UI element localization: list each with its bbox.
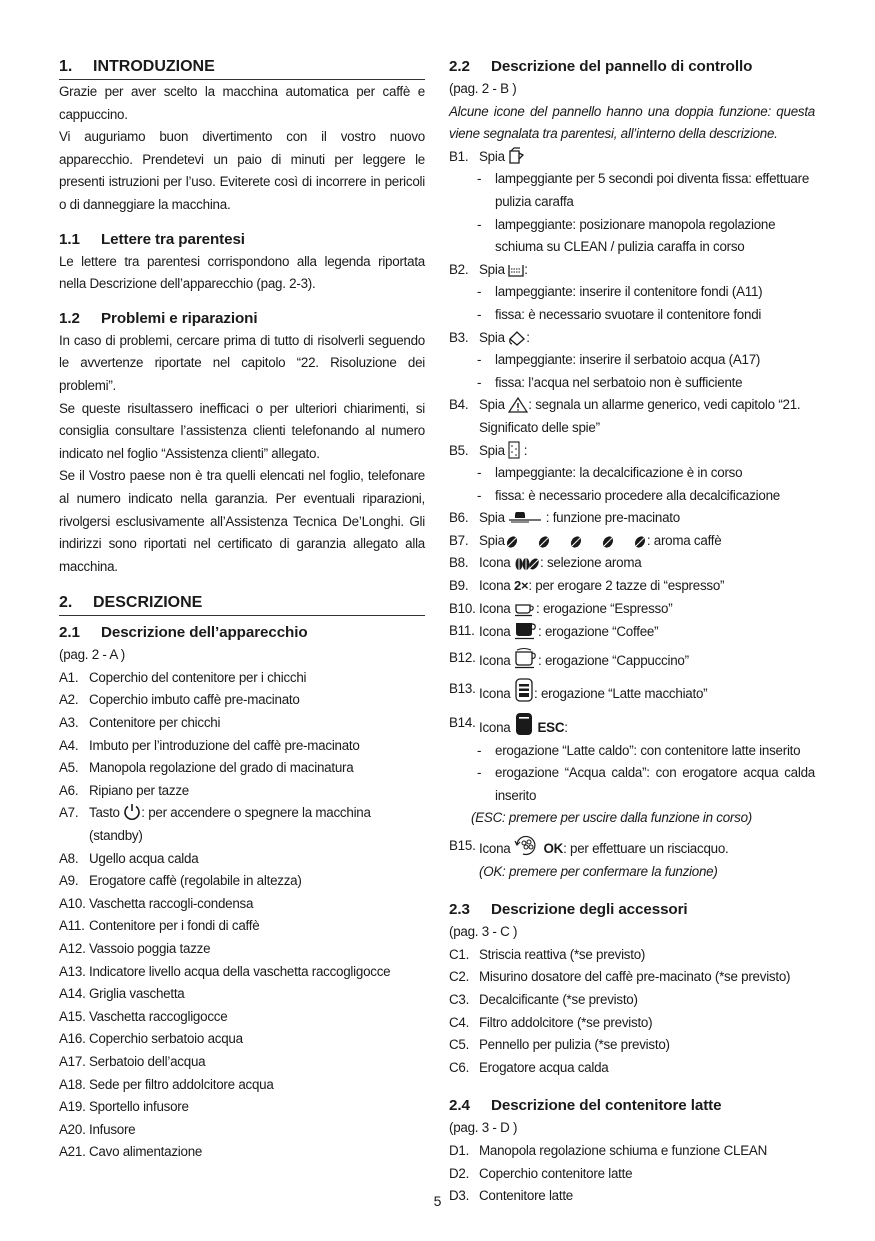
right-column: [449, 52, 815, 1208]
paragraph: In caso di problemi, cercare prima di tutto di risolverli seguendo le avvertenze riportate nel capitolo “22. Risoluzione dei problemi”.: [59, 332, 425, 393]
aroma-select-icon: [514, 557, 540, 571]
section-number: 1.1: [59, 230, 80, 248]
coffee-bean-icon: [601, 535, 615, 549]
carafe-clean-icon: [508, 147, 526, 165]
page-number: 5: [433, 1193, 442, 1209]
list-item: A1. Coperchio del contenitore per i chicchi: [59, 669, 307, 685]
section-title: INTRODUZIONE: [93, 58, 215, 75]
list-item: C4. Filtro addolcitore (*se previsto): [449, 1014, 653, 1030]
list-item: A14. Griglia vaschetta: [59, 986, 185, 1002]
section-number: 1.: [59, 58, 73, 75]
espresso-cup-icon: [514, 601, 536, 617]
page-reference: (pag. 2 - B ): [449, 81, 517, 96]
coffee-bean-icon: [569, 535, 583, 549]
list-item-b7: B7. Spia : aroma caffè: [449, 532, 722, 548]
coffee-cup-icon: [514, 620, 538, 640]
sub-item: - lampeggiante: inserire il serbatoio acqua (A17): [477, 352, 761, 368]
rinse-icon: [514, 835, 540, 857]
list-item-b6: B6. Spia : funzione pre-macinato: [449, 510, 680, 526]
sub-item: - fissa: l’acqua nel serbatoio non è sufficiente: [477, 374, 743, 390]
list-item-b12: B12. Icona : erogazione “Cappuccino”: [449, 647, 815, 673]
list-item-b5: B5. Spia :: [449, 442, 528, 458]
coffee-bean-icon: [633, 535, 647, 549]
list-item-b2: B2. Spia :: [449, 261, 528, 277]
list-item: D2. Coperchio contenitore latte: [449, 1165, 633, 1181]
list-item: A21. Cavo alimentazione: [59, 1144, 203, 1160]
list-item-b8: B8. Icona : selezione aroma: [449, 555, 642, 571]
sub-item: - lampeggiante per 5 secondi poi diventa fissa: effettuare pulizia caraffa: [477, 171, 810, 209]
paragraph: Le lettere tra parentesi corrispondono alla legenda riportata nella Descrizione dell’apparecchio (pag. 2-3).: [59, 253, 425, 292]
section-title: Problemi e riparazioni: [101, 309, 258, 327]
list-item-b11: B11. Icona : erogazione “Coffee”: [449, 620, 815, 644]
section-1-1-heading: [59, 229, 425, 251]
list-item: A20. Infusore: [59, 1121, 136, 1137]
left-column: [59, 52, 425, 1164]
pre-ground-coffee-icon: [508, 512, 542, 526]
sub-item: - erogazione “Latte caldo”: con contenitore latte inserito: [477, 742, 801, 758]
section-number: 2.1: [59, 624, 80, 642]
sub-item: - lampeggiante: la decalcificazione è in corso: [477, 465, 743, 481]
sub-item: - lampeggiante: inserire il contenitore fondi (A11): [477, 284, 763, 300]
sub-item: - fissa: è necessario procedere alla decalcificazione: [477, 487, 780, 503]
section-2-2-heading: [449, 56, 815, 78]
list-item: A18. Sede per filtro addolcitore acqua: [59, 1076, 274, 1092]
paragraph: Se il Vostro paese non è tra quelli elencati nel foglio, telefonare al numero indicato nella garanzia. Per eventuali riparazioni, rivolgersi esclusivamente all’Assistenza Tecnica De’Longhi. Gli indirizzi sono riportati nel certificato di garanzia allegato alla macchina.: [59, 468, 425, 574]
page-reference: (pag. 3 - C ): [449, 924, 518, 940]
descale-icon: [508, 441, 520, 459]
section-2-heading: [59, 592, 425, 616]
list-item: A12. Vassoio poggia tazze: [59, 941, 211, 956]
list-item: A16. Coperchio serbatoio acqua: [59, 1031, 243, 1047]
grounds-container-icon: [508, 262, 524, 278]
sub-item: - erogazione “Acqua calda”: con erogatore acqua calda inserito: [477, 765, 815, 803]
latte-macchiato-glass-icon: [514, 678, 534, 702]
ok-label: OK: [543, 841, 564, 856]
list-item: A7. Tasto : per accendere o spegnere la macchina (standby): [59, 805, 371, 844]
section-number: 2.2: [449, 58, 470, 75]
list-item: A17. Serbatoio dell’acqua: [59, 1053, 206, 1069]
list-item: A3. Contenitore per chicchi: [59, 715, 221, 731]
list-item: A2. Coperchio imbuto caffè pre-macinato: [59, 692, 300, 708]
coffee-bean-icon: [505, 535, 519, 549]
section-2-1-heading: [59, 622, 425, 644]
list-item-b10: B10. Icona : erogazione “Espresso”: [449, 600, 673, 616]
list-item: D1. Manopola regolazione schiuma e funzione CLEAN: [449, 1142, 767, 1158]
sub-item: - lampeggiante: posizionare manopola regolazione schiuma su CLEAN / pulizia caraffa in corso: [477, 216, 776, 255]
page-reference: (pag. 2 - A ): [59, 647, 125, 663]
list-item: A15. Vaschetta raccogligocce: [59, 1008, 228, 1024]
sub-item: - fissa: è necessario svuotare il contenitore fondi: [477, 306, 762, 322]
two-cups-icon: 2×: [514, 578, 529, 594]
list-item: A19. Sportello infusore: [59, 1099, 189, 1115]
section-number: 2.4: [449, 1097, 470, 1115]
section-title: Descrizione del contenitore latte: [491, 1097, 722, 1115]
section-title: DESCRIZIONE: [93, 594, 203, 612]
intro-note: Alcune icone del pannello hanno una doppia funzione: questa viene segnalata tra parentesi, all’interno della descrizione.: [449, 103, 815, 142]
list-item: D3. Contenitore latte: [449, 1188, 574, 1204]
list-item-b13: B13. Icona : erogazione “Latte macchiato”: [449, 678, 815, 706]
list-item: A10. Vaschetta raccogli-condensa: [59, 895, 254, 911]
list-item-b3: B3. Spia :: [449, 329, 530, 345]
list-item: C5. Pennello per pulizia (*se previsto): [449, 1037, 670, 1053]
list-item: A5. Manopola regolazione del grado di macinatura: [59, 760, 354, 776]
section-title: Descrizione degli accessori: [491, 901, 688, 919]
paragraph: Se queste risultassero inefficaci o per ulteriori chiarimenti, si consiglia consultare l’assistenza clienti telefonando al numero indicato nel foglio “Assistenza clienti” allegato.: [59, 400, 425, 461]
section-2-4-heading: [449, 1095, 815, 1117]
section-2-3-heading: [449, 899, 815, 921]
section-number: 2.3: [449, 901, 470, 919]
list-item: C3. Decalcificante (*se previsto): [449, 991, 638, 1007]
section-number: 2.: [59, 594, 73, 612]
paragraph: Grazie per aver scelto la macchina automatica per caffè e cappuccino.: [59, 84, 425, 122]
list-item-b14: B14. Icona ESC:: [449, 712, 815, 740]
milk-glass-icon: [514, 712, 534, 736]
list-item: A11. Contenitore per i fondi di caffè: [59, 918, 260, 934]
list-item-b9: B9. Icona 2×: per erogare 2 tazze di “espresso”: [449, 578, 725, 594]
list-item: C1. Striscia reattiva (*se previsto): [449, 946, 646, 962]
list-item-b15: B15. Icona OK: per effettuare un risciacquo.: [449, 835, 815, 861]
list-item: A13. Indicatore livello acqua della vaschetta raccogligocce: [59, 963, 391, 979]
coffee-bean-icon: [537, 535, 551, 549]
section-number: 1.2: [59, 309, 80, 327]
list-item: C6. Erogatore acqua calda: [449, 1059, 609, 1075]
esc-label: ESC: [537, 720, 565, 736]
water-tank-icon: [508, 330, 526, 346]
cappuccino-cup-icon: [514, 647, 538, 669]
list-item: A4. Imbuto per l’introduzione del caffè pre-macinato: [59, 737, 360, 753]
warning-icon: [508, 397, 528, 413]
list-item: A8. Ugello acqua calda: [59, 850, 199, 866]
power-icon: [123, 803, 141, 821]
list-item: C2. Misurino dosatore del caffè pre-macinato (*se previsto): [449, 969, 791, 985]
section-1-heading: [59, 56, 425, 80]
parts-list-a: [59, 667, 425, 1164]
ok-note: (OK: premere per confermare la funzione): [479, 863, 718, 879]
paragraph: Vi auguriamo buon divertimento con il vostro nuovo apparecchio. Prendetevi un paio di minuti per leggere le presenti istruzioni per l’uso. Eviterete così di incorrere in pericoli o di danneggiare la macchina.: [59, 129, 425, 212]
list-item: A9. Erogatore caffè (regolabile in altezza): [59, 873, 302, 889]
list-item-b4: B4. Spia : segnala un allarme generico, vedi capitolo “21. Significato delle spie”: [449, 397, 801, 435]
section-title: Lettere tra parentesi: [101, 230, 245, 248]
accessories-list: [449, 944, 815, 1080]
section-title: Descrizione dell’apparecchio: [101, 624, 308, 642]
list-item-b1: B1. Spia: [449, 146, 815, 169]
page-reference: (pag. 3 - D ): [449, 1120, 518, 1136]
section-1-2-heading: [59, 308, 425, 330]
section-title: Descrizione del pannello di controllo: [491, 58, 753, 75]
list-item: A6. Ripiano per tazze: [59, 782, 189, 798]
esc-note: (ESC: premere per uscire dalla funzione in corso): [471, 810, 752, 826]
